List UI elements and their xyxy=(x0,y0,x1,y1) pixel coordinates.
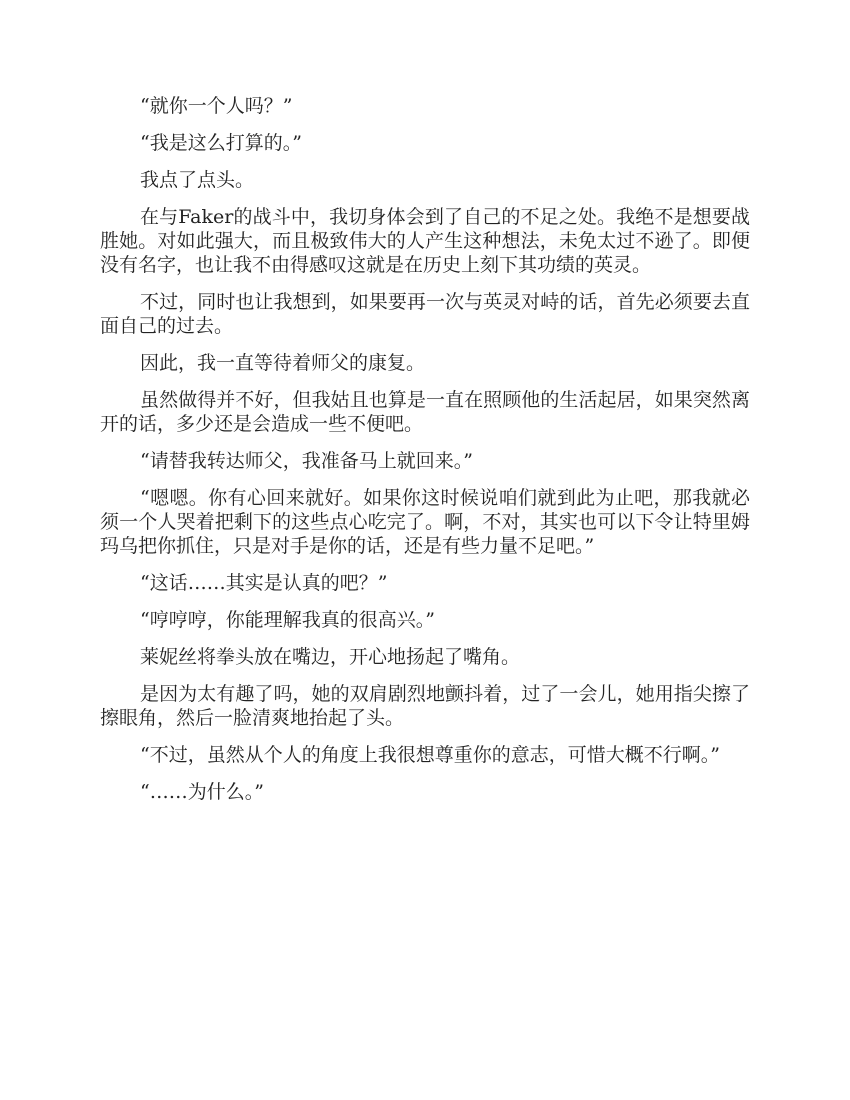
paragraph: “就你一个人吗？” xyxy=(140,95,293,117)
paragraph: “嗯嗯。你有心回来就好。如果你这时候说咱们就到此为止吧，那我就必须一个人哭着把剩下的这些点心吃完了。啊，不对，其实也可以下令让特里姆玛乌把你抓住，只是对手是你的话，还是有些力量不足吧。” xyxy=(100,487,750,557)
paragraph: 莱妮丝将拳头放在嘴边，开心地扬起了嘴角。 xyxy=(140,646,521,668)
paragraph: 在与Faker的战斗中，我切身体会到了自己的不足之处。我绝不是想要战胜她。对如此强大，而且极致伟大的人产生这种想法，未免太过不逊了。即便没有名字，也让我不由得感叹这就是在历史上刻下其功绩的英灵。 xyxy=(100,206,750,276)
paragraph: “不过，虽然从个人的角度上我很想尊重你的意志，可惜大概不行啊。” xyxy=(140,744,720,766)
paragraph: “哼哼哼，你能理解我真的很高兴。” xyxy=(140,609,435,631)
paragraph: “请替我转达师父，我准备马上就回来。” xyxy=(140,450,473,472)
paragraph: 虽然做得并不好，但我姑且也算是一直在照顾他的生活起居，如果突然离开的话，多少还是会造成一些不便吧。 xyxy=(100,389,750,435)
paragraph: “……为什么。” xyxy=(140,781,264,803)
paragraph: 不过，同时也让我想到，如果要再一次与英灵对峙的话，首先必须要去直面自己的过去。 xyxy=(100,291,750,337)
paragraph: “我是这么打算的。” xyxy=(140,132,302,154)
paragraph: 我点了点头。 xyxy=(140,169,255,191)
document-page xyxy=(100,94,750,817)
paragraph: “这话……其实是认真的吧？” xyxy=(140,572,388,594)
paragraph: 因此，我一直等待着师父的康复。 xyxy=(140,352,426,374)
paragraph: 是因为太有趣了吗，她的双肩剧烈地颤抖着，过了一会儿，她用指尖擦了擦眼角，然后一脸清爽地抬起了头。 xyxy=(100,683,750,729)
